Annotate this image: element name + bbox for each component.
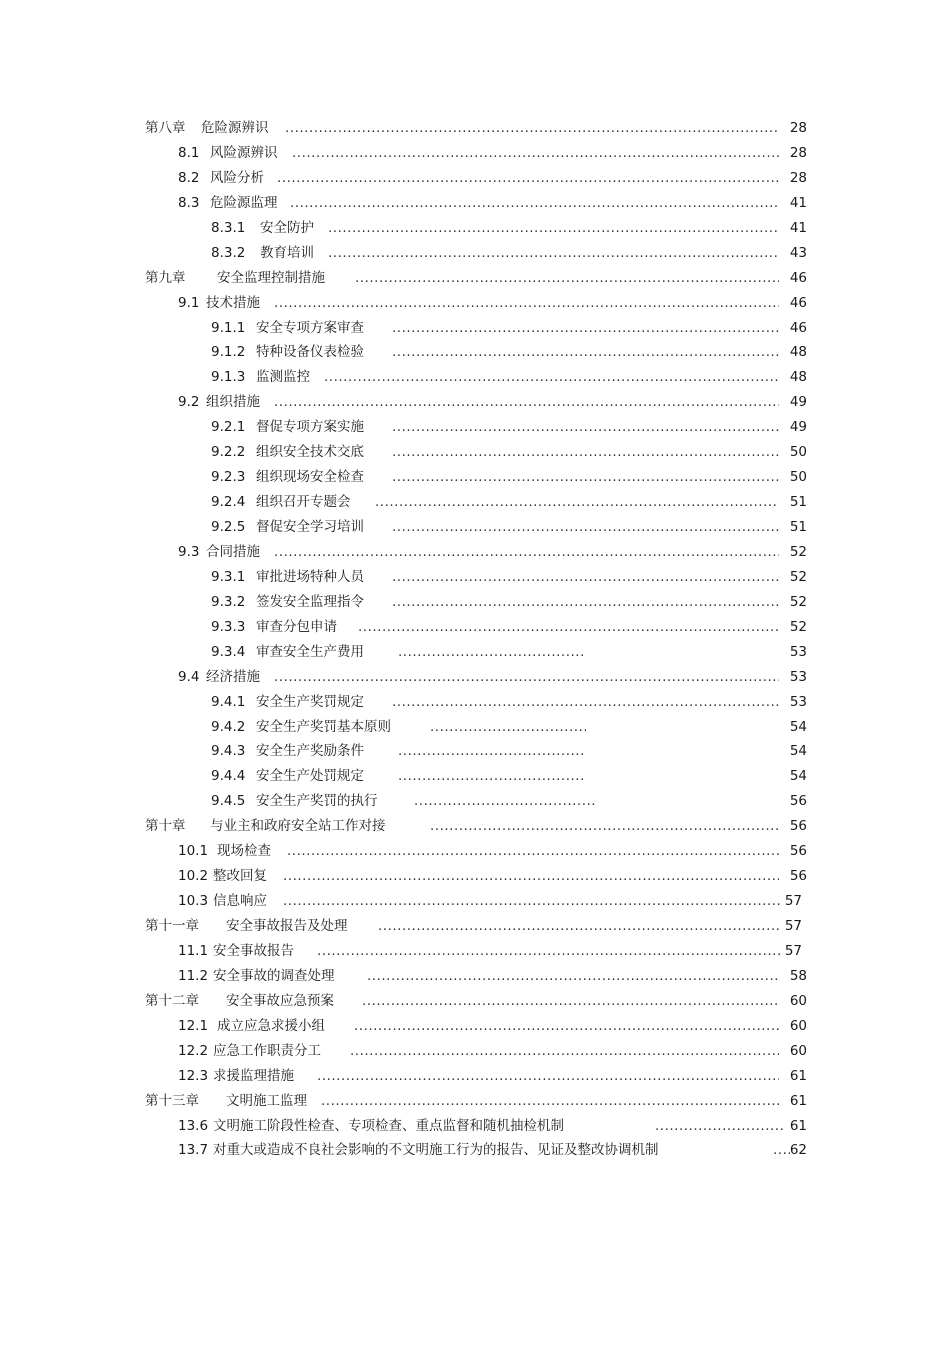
toc-entry-page-number: 50 (789, 444, 807, 461)
toc-dot-leader (392, 690, 779, 715)
toc-entry-number: 10.1 (178, 843, 209, 860)
toc-dot-leader (355, 266, 779, 291)
toc-entry-title: 组织现场安全检查 (256, 469, 364, 486)
toc-dot-leader (274, 291, 779, 316)
toc-dot-leader (290, 191, 779, 216)
toc-entry-page-number: 43 (789, 244, 807, 261)
toc-entry-number: 9.2.3 (211, 469, 246, 486)
toc-entry-title: 签发安全监理指令 (256, 593, 364, 610)
toc-entry-number: 9.4.5 (211, 793, 246, 810)
toc-entry-page-number: 52 (789, 568, 807, 585)
toc-entry-number: 第十一章 (145, 918, 199, 934)
toc-entry[interactable] (0, 590, 950, 615)
toc-entry[interactable] (0, 116, 950, 141)
toc-entry-number: 10.2 (178, 868, 209, 885)
toc-entry[interactable] (0, 241, 950, 266)
toc-entry[interactable] (0, 540, 950, 565)
toc-entry[interactable] (0, 989, 950, 1014)
toc-dot-leader (277, 166, 779, 191)
toc-entry[interactable] (0, 665, 950, 690)
toc-entry[interactable] (0, 565, 950, 590)
toc-entry-number: 9.1.3 (211, 369, 246, 386)
toc-entry-title: 审查安全生产费用 (256, 643, 364, 660)
toc-entry[interactable] (0, 1138, 950, 1163)
toc-dot-leader (274, 540, 779, 565)
toc-entry-page-number: 48 (789, 369, 807, 386)
toc-dot-leader (328, 241, 779, 266)
toc-dot-leader (430, 715, 586, 740)
toc-dot-leader (392, 515, 779, 540)
toc-entry[interactable] (0, 739, 950, 764)
toc-entry-page-number: 57 (784, 942, 802, 959)
toc-dot-leader (274, 390, 779, 415)
toc-entry-page-number: 52 (789, 618, 807, 635)
toc-dot-leader (378, 914, 780, 939)
toc-dot-leader (350, 1039, 779, 1064)
toc-dot-leader (285, 116, 779, 141)
toc-entry-number: 9.2.5 (211, 519, 246, 535)
toc-entry-title: 文明施工阶段性检查、专项检查、重点监督和随机抽检机制 (213, 1117, 564, 1134)
toc-entry-page-number: 56 (789, 843, 807, 860)
toc-dot-leader (283, 864, 779, 889)
toc-entry-number: 9.3.4 (211, 643, 246, 660)
toc-entry-title: 求援监理措施 (213, 1067, 294, 1084)
toc-entry-number: 9.4.4 (211, 768, 246, 785)
toc-entry-number: 9.3.3 (211, 618, 246, 635)
toc-dot-leader (358, 615, 779, 640)
toc-entry-title: 安全专项方案审查 (256, 319, 364, 336)
toc-entry-page-number: 41 (789, 194, 807, 211)
toc-entry-page-number: 41 (789, 219, 807, 236)
toc-entry-number: 第九章 (145, 269, 186, 286)
toc-entry-page-number: 53 (789, 643, 807, 660)
toc-entry[interactable] (0, 615, 950, 640)
toc-entry[interactable] (0, 640, 950, 665)
toc-entry[interactable] (0, 1039, 950, 1064)
toc-dot-leader (321, 1089, 779, 1114)
toc-entry[interactable] (0, 839, 950, 864)
toc-entry-number: 9.1.1 (211, 319, 246, 336)
toc-entry-number: 13.7 (178, 1142, 209, 1159)
toc-dot-leader (392, 440, 779, 465)
toc-entry[interactable] (0, 864, 950, 889)
toc-entry[interactable] (0, 814, 950, 839)
toc-entry-number: 11.2 (178, 967, 209, 984)
toc-entry[interactable] (0, 1014, 950, 1039)
toc-dot-leader (392, 415, 779, 440)
toc-dot-leader (392, 465, 779, 490)
toc-entry-page-number: 62 (789, 1142, 807, 1159)
toc-entry-number: 9.3.2 (211, 593, 246, 610)
toc-entry-title: 安全生产处罚规定 (256, 768, 364, 785)
toc-entry-title: 安全监理控制措施 (217, 269, 325, 286)
toc-entry-title: 组织措施 (206, 394, 260, 411)
toc-entry[interactable] (0, 1114, 950, 1139)
toc-entry[interactable] (0, 465, 950, 490)
toc-entry-title: 危险源辨识 (201, 120, 269, 136)
toc-dot-leader (274, 665, 779, 690)
toc-entry-title: 特种设备仪表检验 (256, 344, 364, 361)
toc-entry-number: 8.3.1 (211, 219, 246, 236)
toc-entry[interactable] (0, 141, 950, 166)
toc-dot-leader (292, 141, 779, 166)
toc-entry-title: 应急工作职责分工 (213, 1042, 321, 1059)
toc-entry-title: 安全事故的调查处理 (213, 967, 335, 984)
toc-entry-title: 督促专项方案实施 (256, 419, 364, 436)
toc-entry[interactable] (0, 415, 950, 440)
toc-entry-number: 9.2 (178, 394, 200, 411)
toc-dot-leader (392, 316, 779, 341)
toc-dot-leader (287, 839, 779, 864)
toc-entry-title: 安全防护 (260, 219, 314, 236)
toc-entry-page-number: 56 (789, 818, 807, 835)
toc-entry-page-number: 53 (789, 668, 807, 685)
toc-entry[interactable] (0, 964, 950, 989)
toc-entry-title: 对重大或造成不良社会影响的不文明施工行为的报告、见证及整改协调机制 (213, 1142, 659, 1159)
toc-entry-number: 12.2 (178, 1042, 209, 1059)
toc-entry-title: 安全事故报告 (213, 942, 294, 959)
toc-entry-page-number: 54 (789, 718, 807, 735)
toc-entry-number: 12.3 (178, 1067, 209, 1084)
toc-dot-leader (392, 340, 779, 365)
toc-dot-leader (398, 764, 586, 789)
toc-entry-number: 13.6 (178, 1117, 209, 1134)
toc-entry-page-number: 57 (784, 893, 802, 910)
toc-entry-page-number: 46 (789, 319, 807, 336)
toc-entry[interactable] (0, 1089, 950, 1114)
toc-entry-page-number: 49 (789, 419, 807, 436)
toc-entry-page-number: 49 (789, 394, 807, 411)
toc-entry[interactable] (0, 889, 950, 914)
toc-entry[interactable] (0, 266, 950, 291)
toc-entry-title: 组织安全技术交底 (256, 444, 364, 461)
toc-entry-title: 督促安全学习培训 (256, 519, 364, 535)
toc-entry[interactable] (0, 690, 950, 715)
toc-dot-leader (392, 590, 779, 615)
toc-entry-title: 监测监控 (256, 369, 310, 386)
toc-entry-number: 第十二章 (145, 992, 199, 1009)
toc-entry-page-number: 60 (789, 1017, 807, 1034)
toc-entry-title: 组织召开专题会 (256, 494, 351, 511)
toc-entry-title: 安全事故应急预案 (226, 992, 334, 1009)
toc-entry-number: 9.3.1 (211, 568, 246, 585)
toc-entry[interactable] (0, 914, 950, 939)
toc-dot-leader (655, 1114, 785, 1139)
toc-entry-number: 8.3 (178, 194, 200, 211)
toc-entry[interactable] (0, 291, 950, 316)
toc-dot-leader (362, 989, 779, 1014)
toc-entry-page-number: 54 (789, 743, 807, 760)
toc-entry-title: 技术措施 (206, 294, 260, 311)
toc-entry-page-number: 28 (789, 169, 807, 186)
toc-dot-leader (414, 789, 595, 814)
toc-entry-number: 第十三章 (145, 1092, 199, 1109)
toc-entry-title: 与业主和政府安全站工作对接 (210, 818, 386, 835)
toc-dot-leader (324, 365, 779, 390)
toc-dot-leader (430, 814, 779, 839)
toc-entry-page-number: 51 (789, 519, 807, 535)
toc-entry[interactable] (0, 316, 950, 341)
toc-entry[interactable] (0, 490, 950, 515)
toc-entry-page-number: 60 (789, 1042, 807, 1059)
toc-entry-number: 11.1 (178, 942, 209, 959)
toc-entry-page-number: 46 (789, 269, 807, 286)
toc-entry-number: 12.1 (178, 1017, 209, 1034)
toc-entry-title: 合同措施 (206, 543, 260, 560)
toc-entry-page-number: 46 (789, 294, 807, 311)
toc-dot-leader (773, 1138, 790, 1163)
toc-dot-leader (375, 490, 779, 515)
toc-entry[interactable] (0, 715, 950, 740)
toc-entry-page-number: 52 (789, 543, 807, 560)
toc-entry-title: 风险分析 (210, 169, 264, 186)
toc-entry-number: 9.1.2 (211, 344, 246, 361)
toc-entry-page-number: 48 (789, 344, 807, 361)
toc-entry-title: 教育培训 (260, 244, 314, 261)
toc-entry[interactable] (0, 764, 950, 789)
toc-entry-number: 9.4.2 (211, 718, 246, 735)
toc-entry-number: 第十章 (145, 818, 186, 835)
toc-dot-leader (328, 216, 779, 241)
toc-dot-leader (398, 640, 586, 665)
table-of-contents (0, 116, 950, 1163)
toc-entry-number: 9.2.2 (211, 444, 246, 461)
toc-entry-page-number: 60 (789, 992, 807, 1009)
toc-entry-number: 9.4 (178, 668, 200, 685)
toc-entry-number: 9.3 (178, 543, 200, 560)
toc-entry-number: 9.2.1 (211, 419, 246, 436)
toc-entry-number: 10.3 (178, 893, 209, 910)
toc-entry-title: 安全事故报告及处理 (226, 918, 348, 934)
toc-entry-title: 安全生产奖励条件 (256, 743, 364, 760)
toc-entry[interactable] (0, 1064, 950, 1089)
toc-dot-leader (367, 964, 779, 989)
toc-dot-leader (283, 889, 782, 914)
toc-entry-page-number: 61 (789, 1067, 807, 1084)
toc-entry-title: 风险源辨识 (210, 144, 278, 161)
toc-entry-title: 信息响应 (213, 893, 267, 910)
toc-entry-page-number: 28 (789, 120, 807, 136)
toc-dot-leader (317, 1064, 779, 1089)
toc-entry-number: 9.2.4 (211, 494, 246, 511)
toc-entry[interactable] (0, 191, 950, 216)
toc-entry-page-number: 61 (789, 1117, 807, 1134)
toc-entry[interactable] (0, 365, 950, 390)
toc-entry-number: 9.4.1 (211, 693, 246, 710)
toc-entry-page-number: 53 (789, 693, 807, 710)
toc-entry[interactable] (0, 515, 950, 540)
toc-entry-page-number: 52 (789, 593, 807, 610)
toc-dot-leader (398, 739, 586, 764)
toc-dot-leader (317, 939, 780, 964)
toc-entry-page-number: 54 (789, 768, 807, 785)
toc-entry-page-number: 51 (789, 494, 807, 511)
toc-entry-title: 安全生产奖罚基本原则 (256, 718, 391, 735)
toc-entry[interactable] (0, 216, 950, 241)
toc-entry-page-number: 58 (789, 967, 807, 984)
toc-dot-leader (354, 1014, 779, 1039)
toc-entry-title: 审查分包申请 (256, 618, 337, 635)
toc-entry[interactable] (0, 166, 950, 191)
toc-entry[interactable] (0, 340, 950, 365)
toc-entry-number: 第八章 (145, 120, 186, 136)
toc-entry-page-number: 56 (789, 793, 807, 810)
toc-entry[interactable] (0, 390, 950, 415)
toc-entry-number: 8.2 (178, 169, 200, 186)
toc-entry[interactable] (0, 440, 950, 465)
toc-entry-page-number: 50 (789, 469, 807, 486)
toc-entry-page-number: 56 (789, 868, 807, 885)
toc-entry[interactable] (0, 939, 950, 964)
toc-entry-number: 8.3.2 (211, 244, 246, 261)
toc-entry-page-number: 57 (784, 918, 802, 934)
toc-entry-title: 审批进场特种人员 (256, 568, 364, 585)
toc-entry-number: 9.1 (178, 294, 200, 311)
toc-entry-number: 9.4.3 (211, 743, 246, 760)
toc-entry-title: 危险源监理 (210, 194, 278, 211)
toc-entry-page-number: 61 (789, 1092, 807, 1109)
toc-entry-title: 文明施工监理 (226, 1092, 307, 1109)
toc-entry-number: 8.1 (178, 144, 200, 161)
toc-entry-title: 经济措施 (206, 668, 260, 685)
toc-entry-title: 安全生产奖罚规定 (256, 693, 364, 710)
toc-entry-title: 成立应急求援小组 (217, 1017, 325, 1034)
toc-entry-page-number: 28 (789, 144, 807, 161)
toc-entry-title: 安全生产奖罚的执行 (256, 793, 378, 810)
toc-entry[interactable] (0, 789, 950, 814)
toc-entry-title: 现场检查 (217, 843, 271, 860)
toc-dot-leader (392, 565, 779, 590)
toc-entry-title: 整改回复 (213, 868, 267, 885)
